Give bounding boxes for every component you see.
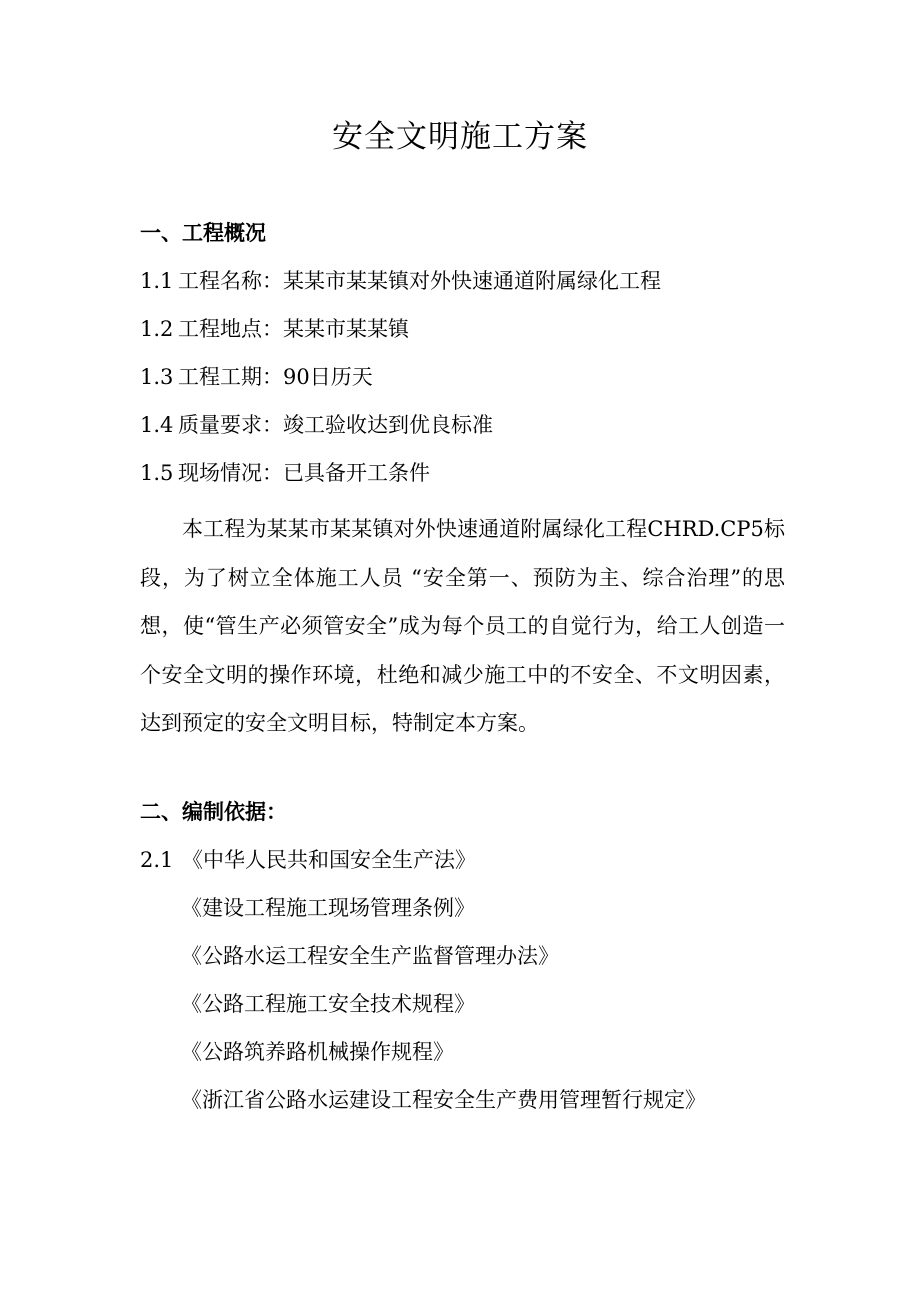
overview-item bbox=[140, 266, 661, 296]
document-title: 安全文明施工方案 bbox=[332, 119, 588, 155]
section-heading-overview: 一、工程概况 bbox=[140, 220, 266, 245]
item-number: 1.3 bbox=[140, 365, 174, 389]
item-text: 现场情况：已具备开工条件 bbox=[178, 461, 430, 485]
overview-paragraph: 本工程为某某市某某镇对外快速通道附属绿化工程CHRD.CP5标段，为了树立全体施工人员 “安全第一、预防为主、综合治理”的思想，使“管生产必须管安全”成为每个员工的自觉行为，给工人创造一个安全文明的操作环境，杜绝和减少施工中的不安全、不文明因素，达到预定的安全文明目标，特制定本方案。 bbox=[140, 517, 785, 736]
reference-item: 《建设工程施工现场管理条例》 bbox=[181, 896, 475, 920]
reference-item: 《公路水运工程安全生产监督管理办法》 bbox=[181, 944, 559, 968]
overview-item bbox=[140, 362, 373, 392]
item-text: 工程地点：某某市某某镇 bbox=[178, 317, 409, 341]
reference-number: 2.1 bbox=[140, 848, 174, 872]
reference-item bbox=[140, 845, 476, 875]
item-number: 1.5 bbox=[140, 461, 174, 485]
item-text: 工程名称：某某市某某镇对外快速通道附属绿化工程 bbox=[178, 269, 661, 293]
item-number: 1.4 bbox=[140, 413, 174, 437]
section-heading-basis: 二、编制依据： bbox=[140, 799, 287, 824]
item-text: 工程工期：90日历天 bbox=[178, 365, 373, 389]
item-number: 1.2 bbox=[140, 317, 174, 341]
reference-item: 《浙江省公路水运建设工程安全生产费用管理暂行规定》 bbox=[181, 1088, 706, 1112]
overview-item bbox=[140, 458, 430, 488]
reference-item: 《公路工程施工安全技术规程》 bbox=[181, 992, 475, 1016]
reference-text: 《中华人民共和国安全生产法》 bbox=[182, 848, 476, 872]
item-number: 1.1 bbox=[140, 269, 174, 293]
reference-item: 《公路筑养路机械操作规程》 bbox=[181, 1040, 454, 1064]
overview-item bbox=[140, 314, 409, 344]
item-text: 质量要求：竣工验收达到优良标准 bbox=[178, 413, 493, 437]
overview-item bbox=[140, 410, 493, 440]
